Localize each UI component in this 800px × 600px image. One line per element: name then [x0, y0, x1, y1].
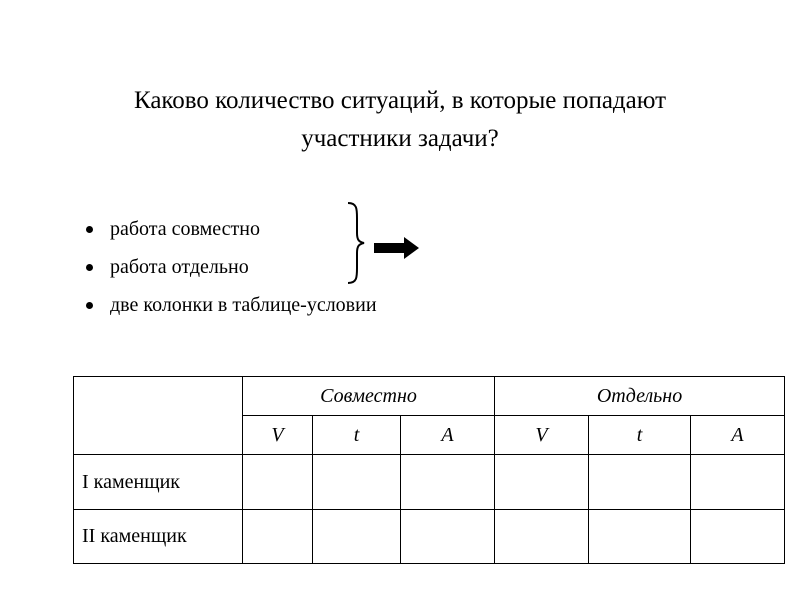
title-line-1: Каково количество ситуаций, в которые попадают — [133, 87, 667, 114]
subheader-cell: V — [495, 416, 589, 455]
table-cell — [691, 509, 785, 563]
table-cell — [495, 455, 589, 509]
bullet-item — [86, 290, 377, 328]
row-label: I каменщик — [74, 455, 243, 509]
bullet-text: работа отдельно — [110, 256, 249, 278]
table-cell — [589, 455, 691, 509]
subheader-cell: V — [243, 416, 313, 455]
slide-title — [40, 82, 760, 158]
table-row — [74, 455, 785, 509]
subheader-cell: t — [313, 416, 401, 455]
group-header-separate: Отдельно — [495, 377, 785, 416]
bullet-item — [86, 214, 377, 252]
table-cell — [401, 455, 495, 509]
bullet-list — [86, 214, 377, 328]
table-cell — [401, 509, 495, 563]
table-corner-cell — [74, 377, 243, 455]
bullet-dot-icon — [86, 302, 93, 309]
right-brace-icon — [343, 200, 367, 286]
subheader-cell: A — [401, 416, 495, 455]
bullet-dot-icon — [86, 226, 93, 233]
condition-table — [73, 376, 785, 564]
title-line-2: участники задачи? — [301, 125, 499, 152]
table-cell — [243, 509, 313, 563]
table-header-row — [74, 377, 785, 416]
row-label: II каменщик — [74, 509, 243, 563]
subheader-cell: A — [691, 416, 785, 455]
right-arrow-icon — [374, 236, 420, 260]
table-cell — [589, 509, 691, 563]
bullet-text: работа совместно — [110, 218, 260, 240]
bullet-item — [86, 252, 377, 290]
bullet-text: две колонки в таблице-условии — [110, 294, 377, 316]
table-cell — [691, 455, 785, 509]
bullet-dot-icon — [86, 264, 93, 271]
table-cell — [313, 455, 401, 509]
subheader-cell: t — [589, 416, 691, 455]
group-header-joint: Совместно — [243, 377, 495, 416]
table-cell — [313, 509, 401, 563]
table-row — [74, 509, 785, 563]
table-cell — [243, 455, 313, 509]
table-cell — [495, 509, 589, 563]
